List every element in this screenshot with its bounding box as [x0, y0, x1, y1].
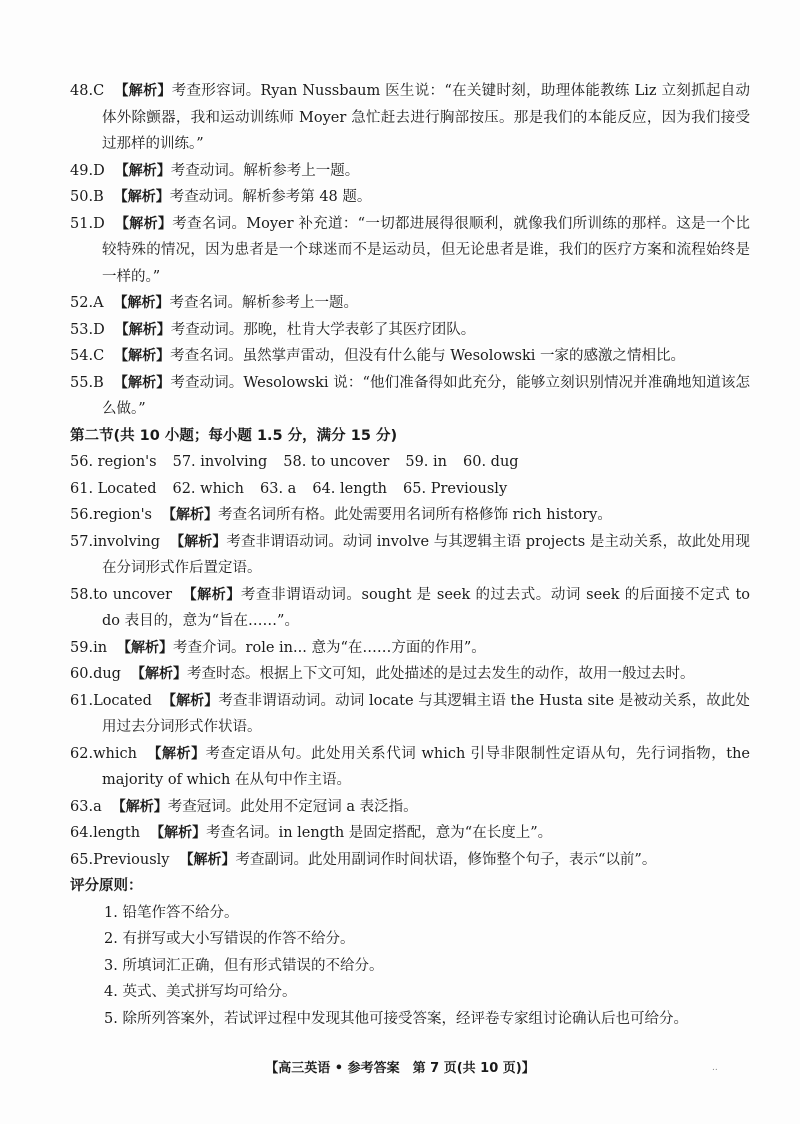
item-explanation: 考查名词。Moyer 补充道：“一切都进展得很顺利，就像我们所训练的那样。这是一个比较特殊的情况，因为患者是一个球迷而不是运动员，但无论患者是谁，我们的医疗方案和流程始终是一样的。”	[102, 215, 750, 285]
item-answer: Previously	[93, 851, 170, 868]
scoring-rule: 1. 铅笔作答不给分。	[104, 904, 239, 921]
answer-cell: 58. to uncover	[283, 454, 390, 470]
answer-item	[70, 158, 750, 185]
answer-item	[70, 820, 750, 847]
answer-cell: 60. dug	[463, 454, 519, 470]
item-explanation: 考查动词。解析参考上一题。	[170, 162, 360, 179]
analysis-tag: 【解析】	[111, 798, 168, 815]
item-answer: dug	[93, 666, 121, 682]
analysis-tag: 【解析】	[182, 586, 241, 603]
item-explanation: 考查动词。Wesolowski 说：“他们准备得如此充分，能够立刻识别情况并准确地知道该怎么做。”	[102, 374, 751, 417]
item-number: 56.	[70, 507, 94, 523]
item-answer: D	[93, 321, 105, 338]
answer-item	[70, 741, 750, 794]
analysis-tag: 【解析】	[150, 825, 207, 841]
analysis-tag: 【解析】	[161, 692, 219, 709]
item-explanation: 考查非谓语动词。动词 locate 与其逻辑主语 the Husta site 是被动关系，故此处用过去分词形式作状语。	[102, 692, 750, 735]
item-answer: a	[93, 798, 102, 815]
answer-item	[70, 582, 750, 635]
answer-row	[70, 476, 750, 503]
answer-item	[70, 635, 750, 662]
analysis-tag: 【解析】	[146, 745, 206, 762]
item-number: 53.	[70, 321, 94, 338]
item-explanation: 考查名词。解析参考上一题。	[169, 295, 359, 311]
item-explanation: 考查动词。那晚，杜肯大学表彰了其医疗团队。	[170, 321, 476, 338]
item-number: 52.	[70, 295, 94, 311]
item-number: 64.	[70, 825, 94, 841]
answer-item	[70, 290, 750, 317]
answer-item	[70, 661, 750, 688]
analysis-tag: 【解析】	[170, 533, 227, 550]
item-explanation: 考查名词所有格。此处需要用名词所有格修饰 rich history。	[218, 507, 612, 523]
answer-cell: 61. Located	[70, 480, 157, 497]
item-number: 63.	[70, 798, 94, 815]
item-answer: B	[93, 374, 104, 391]
analysis-tag: 【解析】	[113, 189, 170, 205]
item-number: 49.	[70, 162, 94, 179]
page-footer: 【高三英语 • 参考答案 第 7 页(共 10 页)】	[265, 1061, 535, 1076]
answer-cell: 56. region's	[70, 454, 157, 470]
scoring-title: 评分原则：	[70, 878, 143, 894]
answer-item	[70, 78, 750, 158]
part2-items	[70, 502, 750, 873]
scoring-rule: 3. 所填词汇正确，但有形式错误的不给分。	[104, 957, 384, 974]
scoring-rule: 5. 除所列答案外，若试评过程中发现其他可接受答案，经评卷专家组讨论确认后也可给分。	[104, 1010, 688, 1027]
scoring-rules	[70, 900, 750, 1033]
item-explanation: 考查冠词。此处用不定冠词 a 表泛指。	[167, 798, 418, 815]
item-number: 54.	[70, 348, 94, 364]
item-explanation: 考查非谓语动词。动词 involve 与其逻辑主语 projects 是主动关系，故此处用现在分词形式作后置定语。	[102, 533, 750, 576]
answer-item	[70, 529, 750, 582]
item-number: 62.	[70, 745, 94, 762]
analysis-tag: 【解析】	[113, 295, 170, 311]
corner-mark: ..	[712, 1063, 718, 1073]
analysis-tag: 【解析】	[114, 321, 171, 338]
item-explanation: 考查非谓语动词。sought 是 seek 的过去式。动词 seek 的后面接不定式 to do 表目的，意为“旨在……”。	[102, 586, 751, 629]
answer-row	[70, 449, 750, 476]
item-answer: B	[93, 189, 104, 205]
answer-cell: 64. length	[312, 480, 388, 497]
analysis-tag: 【解析】	[114, 215, 173, 232]
item-number: 61.	[70, 692, 94, 709]
answer-cell: 65. Previously	[403, 480, 508, 497]
item-number: 60.	[70, 666, 94, 682]
item-answer: region's	[93, 507, 152, 523]
item-answer: Located	[93, 692, 152, 709]
item-number: 51.	[70, 215, 94, 232]
analysis-tag: 【解析】	[114, 83, 172, 99]
item-answer: to uncover	[93, 586, 173, 603]
item-explanation: 考查动词。解析参考第 48 题。	[169, 189, 372, 205]
scoring-rule: 2. 有拼写或大小写错误的作答不给分。	[104, 931, 355, 947]
analysis-tag: 【解析】	[113, 374, 171, 391]
answer-item	[70, 370, 750, 423]
item-number: 65.	[70, 851, 94, 868]
analysis-tag: 【解析】	[117, 639, 174, 656]
item-answer: D	[93, 215, 105, 232]
answer-cell: 59. in	[405, 454, 447, 470]
item-answer: length	[93, 825, 141, 841]
item-answer: in	[93, 639, 108, 656]
answer-item	[70, 317, 750, 344]
answer-item	[70, 688, 750, 741]
item-explanation: 考查介词。role in... 意为“在……方面的作用”。	[173, 639, 486, 656]
item-explanation: 考查定语从句。此处用关系代词 which 引导非限制性定语从句，先行词指物，the majority of which 在从句中作主语。	[102, 745, 750, 788]
item-explanation: 考查形容词。Ryan Nussbaum 医生说：“在关键时刻，助理体能教练 Liz 立刻抓起自动体外除颤器，我和运动训练师 Moyer 急忙赶去进行胸部按压。那是我们的本能反应，因为我们接受过那样的训练。”	[102, 83, 751, 152]
answer-item	[70, 343, 750, 370]
scoring-rule: 4. 英式、美式拼写均可给分。	[104, 984, 297, 1000]
analysis-tag: 【解析】	[114, 162, 171, 179]
answer-cell: 63. a	[260, 480, 297, 497]
item-number: 57.	[70, 533, 94, 550]
item-answer: which	[93, 745, 137, 762]
answer-item	[70, 184, 750, 211]
answer-cell: 57. involving	[172, 454, 268, 470]
analysis-tag: 【解析】	[130, 666, 187, 682]
item-explanation: 考查名词。虽然掌声雷动，但没有什么能与 Wesolowski 一家的感激之情相比。	[170, 348, 686, 364]
item-answer: involving	[93, 533, 161, 550]
analysis-tag: 【解析】	[114, 348, 171, 364]
answer-item	[70, 502, 750, 529]
item-explanation: 考查副词。此处用副词作时间状语，修饰整个句子，表示“以前”。	[235, 851, 657, 868]
item-number: 55.	[70, 374, 94, 391]
answer-item	[70, 847, 750, 874]
answer-item	[70, 211, 750, 291]
part1-items	[70, 78, 750, 423]
answer-item	[70, 794, 750, 821]
answer-summary	[70, 449, 750, 502]
section2-title: 第二节(共 10 小题；每小题 1.5 分，满分 15 分)	[70, 427, 398, 444]
item-explanation: 考查时态。根据上下文可知，此处描述的是过去发生的动作，故用一般过去时。	[186, 666, 695, 682]
analysis-tag: 【解析】	[179, 851, 236, 868]
item-number: 48.	[70, 83, 94, 99]
answer-cell: 62. which	[172, 480, 245, 497]
page-content	[70, 78, 750, 1032]
item-number: 59.	[70, 639, 94, 656]
item-answer: C	[93, 83, 105, 99]
item-answer: C	[93, 348, 105, 364]
analysis-tag: 【解析】	[162, 507, 218, 523]
item-number: 58.	[70, 586, 94, 603]
item-answer: A	[93, 295, 104, 311]
item-number: 50.	[70, 189, 94, 205]
item-answer: D	[93, 162, 105, 179]
item-explanation: 考查名词。in length 是固定搭配，意为“在长度上”。	[206, 825, 553, 841]
